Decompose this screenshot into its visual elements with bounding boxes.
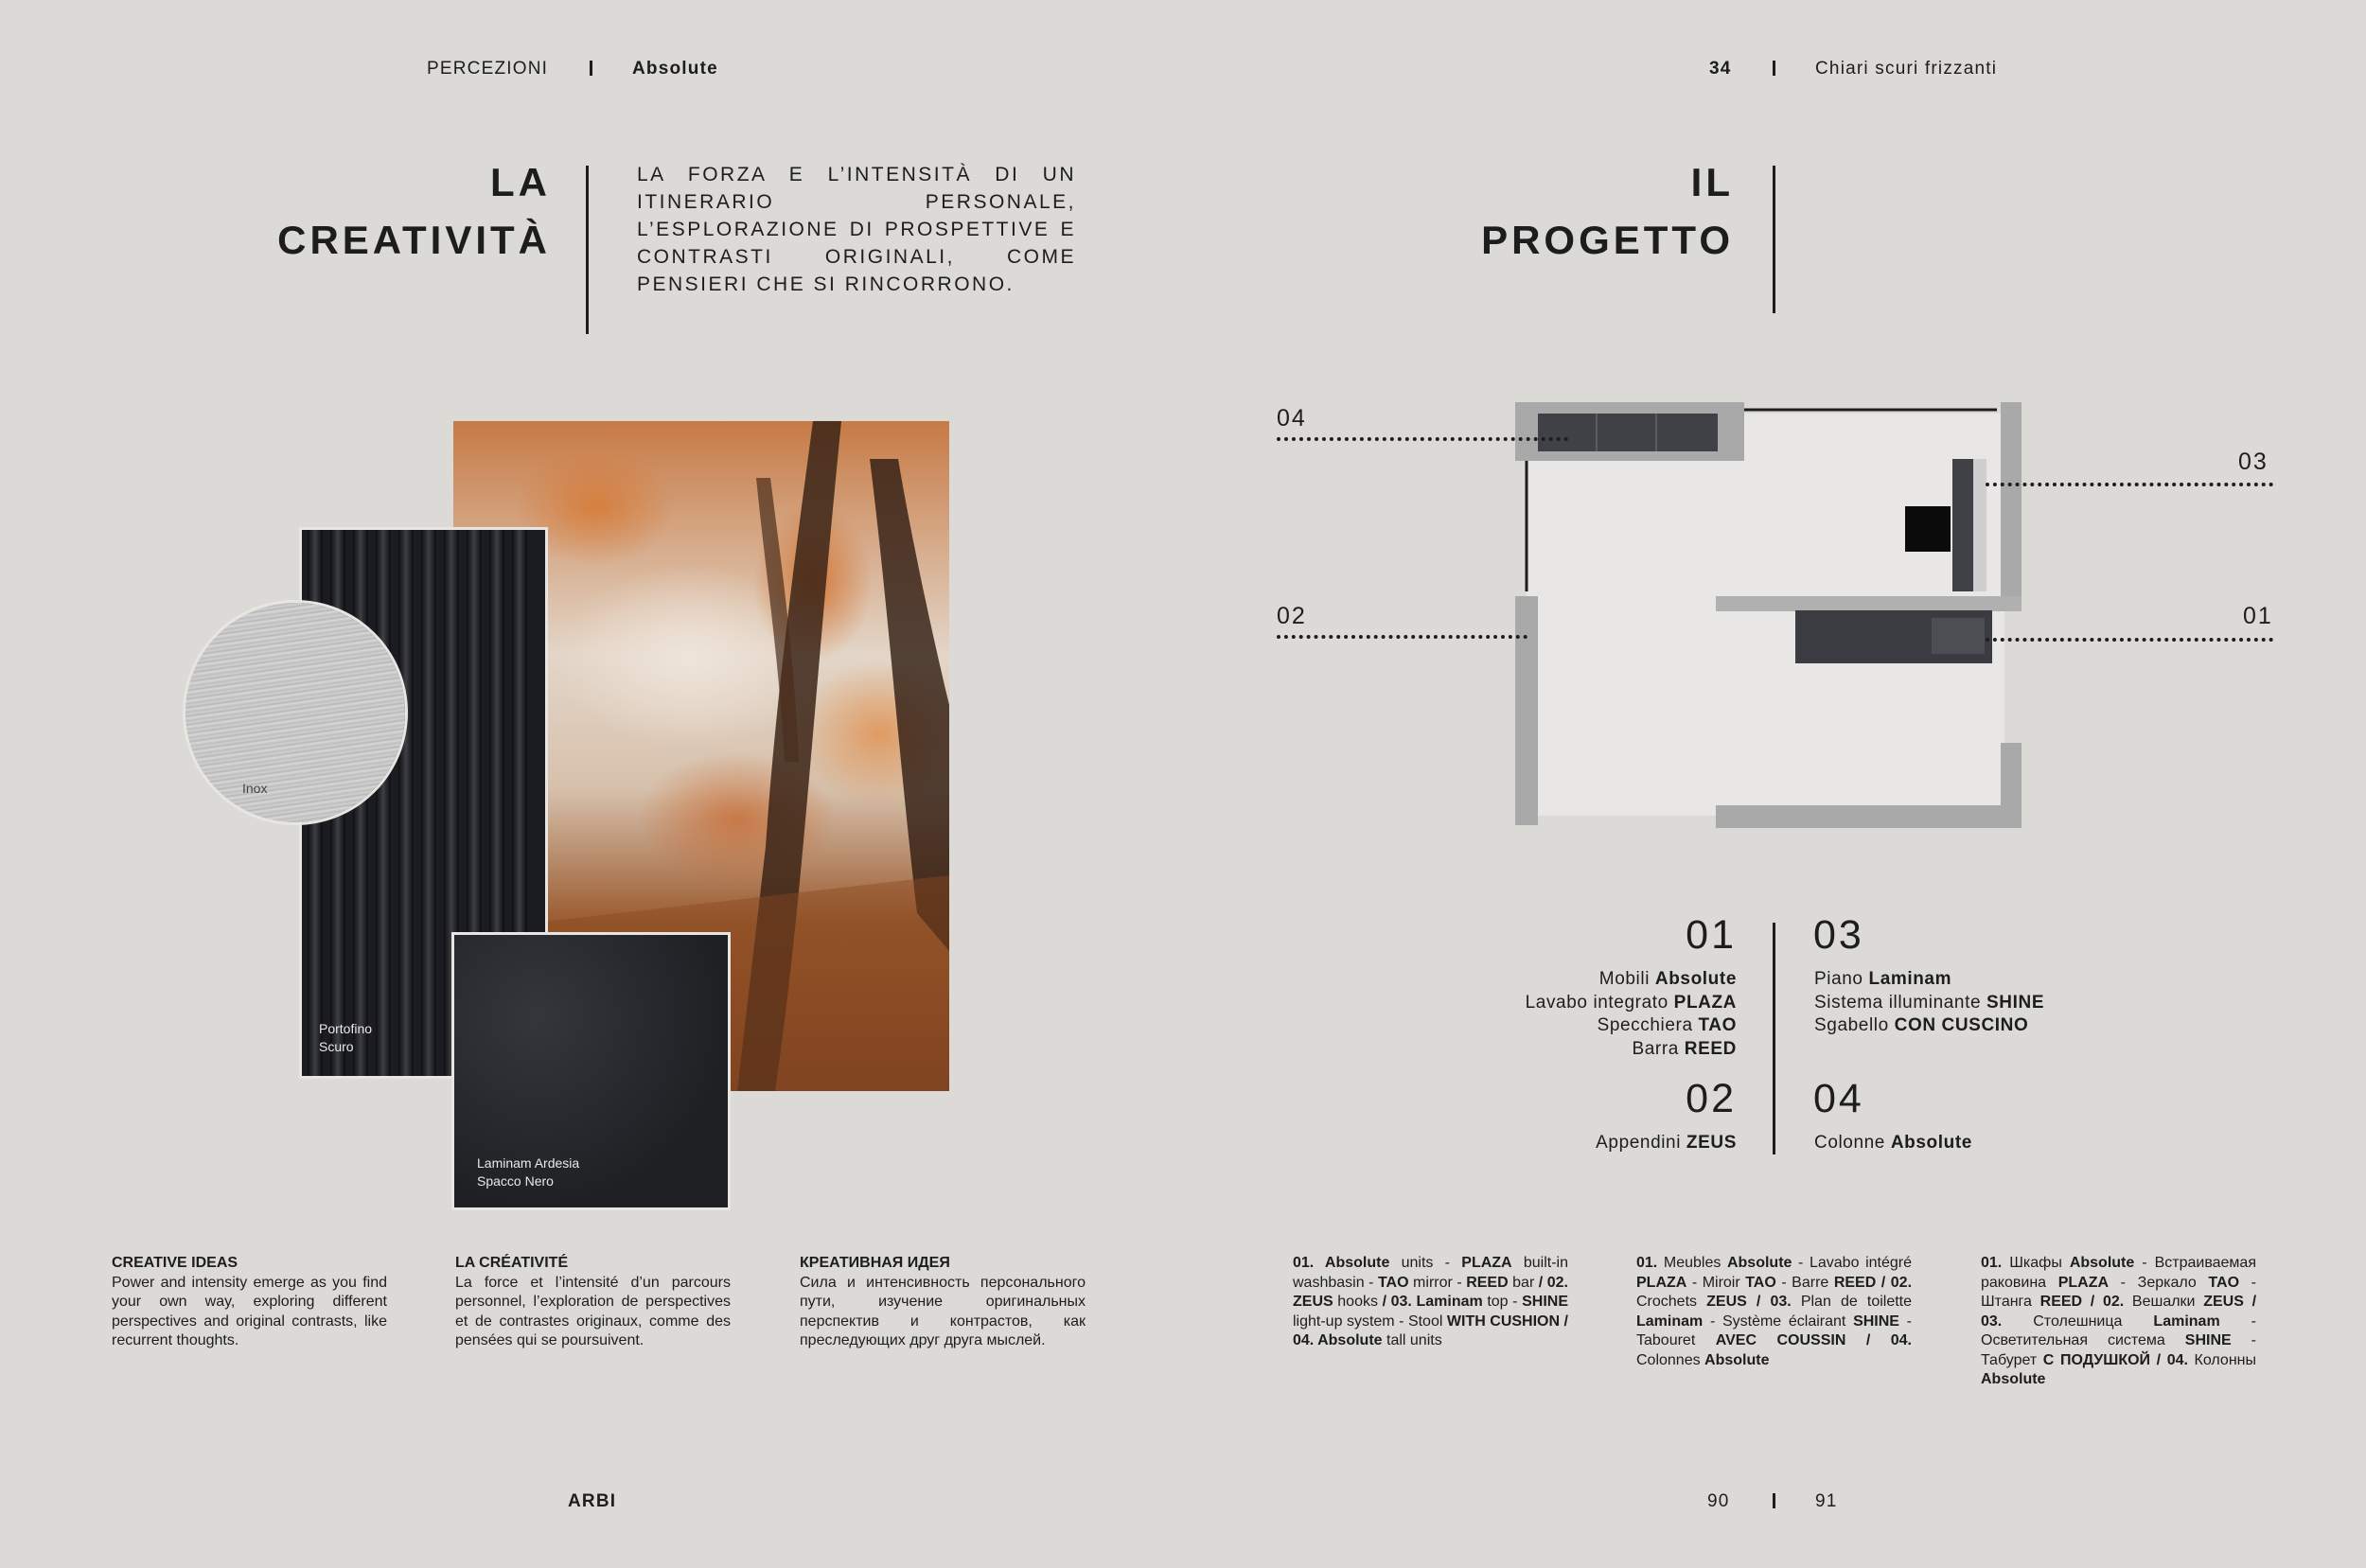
product-text-run: Столешница xyxy=(2002,1313,2154,1330)
plan-leader-04 xyxy=(1277,437,1568,441)
product-text-run: - Штанга xyxy=(1981,1274,2256,1310)
product-text-run: TAO xyxy=(1377,1274,1409,1291)
product-text-run: Absolute xyxy=(1981,1371,2046,1387)
product-text-run: ZEUS / 03. xyxy=(1706,1294,1792,1310)
product-text-run: Crochets xyxy=(1636,1294,1707,1310)
product-text-run: Laminam xyxy=(2153,1313,2220,1330)
product-text-run: top - xyxy=(1482,1294,1523,1310)
product-text-run: units - xyxy=(1389,1255,1462,1271)
floor-plan-drawing xyxy=(1510,402,2027,830)
footer-brand: ARBI xyxy=(568,1491,617,1511)
legend-list-04 xyxy=(1814,1132,1972,1155)
left-title-line1: LA xyxy=(490,160,551,204)
inox-swatch xyxy=(185,603,405,822)
product-text-run: - Système éclairant xyxy=(1703,1313,1854,1330)
product-text-run: Meubles xyxy=(1657,1255,1727,1271)
product-text-run: / 03. Laminam xyxy=(1382,1294,1483,1310)
column-fr-body: La force et l’intensité d’un parcours personnel, l’exploration de perspectives et de contrastes originaux, comme des pensées qui se poursuivent. xyxy=(455,1274,731,1348)
product-text-run: TAO xyxy=(1745,1274,1776,1291)
left-title xyxy=(277,153,551,269)
product-text-run: Шкафы xyxy=(2002,1255,2070,1271)
product-text-run: AVEC COUSSIN / 04. xyxy=(1715,1332,1912,1348)
laminam-caption-1: Laminam Ardesia xyxy=(477,1155,580,1171)
right-title-divider xyxy=(1773,166,1775,313)
footer-page-right: 91 xyxy=(1815,1491,1838,1511)
left-title-line2: CREATIVITÀ xyxy=(277,218,551,262)
plan-leader-01 xyxy=(1986,638,2273,642)
column-ru-body: Сила и интенсивность персонального пути, изучение оригинальных перспектив и контрастов, как преследующих друг друга мыслей. xyxy=(800,1274,1086,1348)
product-text-run: Plan de toilette xyxy=(1791,1294,1913,1310)
product-text-run: SHINE xyxy=(1522,1294,1568,1310)
column-en-products xyxy=(1293,1254,1568,1351)
column-ru-title: КРЕАТИВНАЯ ИДЕЯ xyxy=(800,1255,950,1271)
right-title-line1: IL xyxy=(1690,160,1734,204)
plan-leader-02 xyxy=(1277,635,1527,639)
legend-list-02 xyxy=(1596,1132,1737,1155)
product-text-run: REED / 02. xyxy=(2039,1294,2125,1310)
product-text-run: tall units xyxy=(1382,1332,1442,1348)
product-text-run: PLAZA xyxy=(1636,1274,1687,1291)
column-fr xyxy=(455,1254,731,1351)
column-en xyxy=(112,1254,387,1351)
portofino-caption-2: Scuro xyxy=(319,1039,354,1054)
legend-divider xyxy=(1773,923,1775,1154)
product-text-run: 01. xyxy=(1981,1255,2003,1271)
legend-03-item: Piano Laminam xyxy=(1814,969,1952,989)
legend-01-item: Lavabo integrato PLAZA xyxy=(1525,992,1737,1013)
product-text-run: REED / 02. xyxy=(1833,1274,1913,1291)
legend-number-03: 03 xyxy=(1813,912,1864,958)
product-text-run: 01. Absolute xyxy=(1293,1255,1390,1271)
header-brand: Absolute xyxy=(632,59,718,79)
product-text-run: REED xyxy=(1466,1274,1509,1291)
product-text-run: hooks xyxy=(1333,1294,1383,1310)
intro-text: LA FORZA E L’INTENSITÀ DI UN ITINERARIO PERSONALE, L’ESPLORAZIONE DI PROSPETTIVE E CONTRASTI ORIGINALI, COME PENSIERI CHE SI RINCORRONO. xyxy=(637,164,1076,295)
laminam-swatch xyxy=(454,935,728,1207)
product-text-run: - Встраиваемая раковина xyxy=(1981,1255,2256,1291)
legend-04-item: Colonne Absolute xyxy=(1814,1133,1972,1153)
laminam-caption-2: Spacco Nero xyxy=(477,1173,554,1189)
product-text-run: SHINE xyxy=(1853,1313,1899,1330)
laminam-caption xyxy=(477,1154,579,1190)
plan-leader-03 xyxy=(1986,483,2273,486)
header-subtitle: Chiari scuri frizzanti xyxy=(1815,59,1998,79)
product-text-run: Вешалки xyxy=(2124,1294,2204,1310)
product-text-run: ZEUS / 03. xyxy=(1981,1294,2257,1330)
product-text-run: - Miroir xyxy=(1686,1274,1746,1291)
plan-label-02: 02 xyxy=(1277,603,1307,629)
column-en-title: CREATIVE IDEAS xyxy=(112,1255,238,1271)
product-text-run: - Tabouret xyxy=(1636,1313,1913,1348)
product-text-run: PLAZA xyxy=(1461,1255,1512,1271)
header-divider-right xyxy=(1773,61,1775,76)
product-text-run: - Lavabo intégré xyxy=(1792,1255,1913,1271)
header-section: PERCEZIONI xyxy=(427,59,549,79)
portofino-caption-1: Portofino xyxy=(319,1021,373,1036)
footer-page-left: 90 xyxy=(1707,1491,1730,1511)
legend-02-item: Appendini ZEUS xyxy=(1596,1133,1737,1153)
product-text-run: - Табурет xyxy=(1981,1332,2256,1368)
right-title xyxy=(1481,153,1734,269)
legend-03-item: Sgabello CON CUSCINO xyxy=(1814,1015,2029,1035)
product-text-run: TAO xyxy=(2208,1274,2240,1291)
plan-label-04: 04 xyxy=(1277,405,1307,432)
right-title-line2: PROGETTO xyxy=(1481,218,1734,262)
plan-label-01: 01 xyxy=(2243,603,2273,629)
floor-plan xyxy=(1510,402,2027,830)
product-text-run: Колонны xyxy=(2187,1351,2256,1368)
product-text-run: WITH CUSHION / 04. Absolute xyxy=(1293,1313,1568,1348)
legend-number-01: 01 xyxy=(1686,912,1737,958)
product-text-run: built-in washbasin - xyxy=(1293,1255,1569,1291)
column-fr-products xyxy=(1636,1254,1912,1370)
product-text-run: - Зеркало xyxy=(2109,1274,2209,1291)
column-en-body: Power and intensity emerge as you find your own way, exploring different perspectives and original contrasts, like recurrent thoughts. xyxy=(112,1274,387,1348)
product-text-run: light-up system - Stool xyxy=(1293,1313,1447,1330)
legend-number-04: 04 xyxy=(1813,1076,1864,1121)
legend-list-01 xyxy=(1526,968,1737,1061)
legend-01-item: Specchiera TAO xyxy=(1597,1015,1737,1035)
product-text-run: Absolute xyxy=(1704,1351,1770,1368)
legend-list-03 xyxy=(1814,968,2044,1038)
left-title-divider xyxy=(586,166,589,334)
legend-01-item: Mobili Absolute xyxy=(1598,969,1737,989)
product-text-run: С ПОДУШКОЙ / 04. xyxy=(2042,1351,2188,1368)
column-fr-title: LA CRÉATIVITÉ xyxy=(455,1255,569,1271)
footer-divider xyxy=(1773,1493,1775,1508)
product-text-run: mirror - xyxy=(1408,1274,1467,1291)
legend-01-item: Barra REED xyxy=(1632,1038,1737,1059)
header-page-label: 34 xyxy=(1709,59,1732,79)
product-text-run: PLAZA xyxy=(2057,1274,2110,1291)
column-ru xyxy=(800,1254,1086,1351)
portofino-caption xyxy=(319,1020,372,1056)
product-text-run: - Barre xyxy=(1775,1274,1834,1291)
header-divider xyxy=(590,61,592,76)
product-text-run: bar xyxy=(1508,1274,1539,1291)
inox-caption: Inox xyxy=(242,781,268,796)
product-text-run: 01. xyxy=(1636,1255,1658,1271)
product-text-run: Laminam xyxy=(1636,1313,1704,1330)
legend-number-02: 02 xyxy=(1686,1076,1737,1121)
product-text-run: - Осветительная система xyxy=(1981,1313,2257,1348)
product-text-run: SHINE xyxy=(2184,1332,2232,1348)
column-ru-products xyxy=(1981,1254,2256,1390)
product-text-run: Absolute xyxy=(1726,1255,1792,1271)
product-text-run: Colonnes xyxy=(1636,1351,1705,1368)
plan-label-03: 03 xyxy=(2238,449,2269,475)
legend-03-item: Sistema illuminante SHINE xyxy=(1814,992,2045,1013)
product-text-run: Absolute xyxy=(2069,1255,2135,1271)
product-text-run: / 02. ZEUS xyxy=(1293,1274,1568,1310)
